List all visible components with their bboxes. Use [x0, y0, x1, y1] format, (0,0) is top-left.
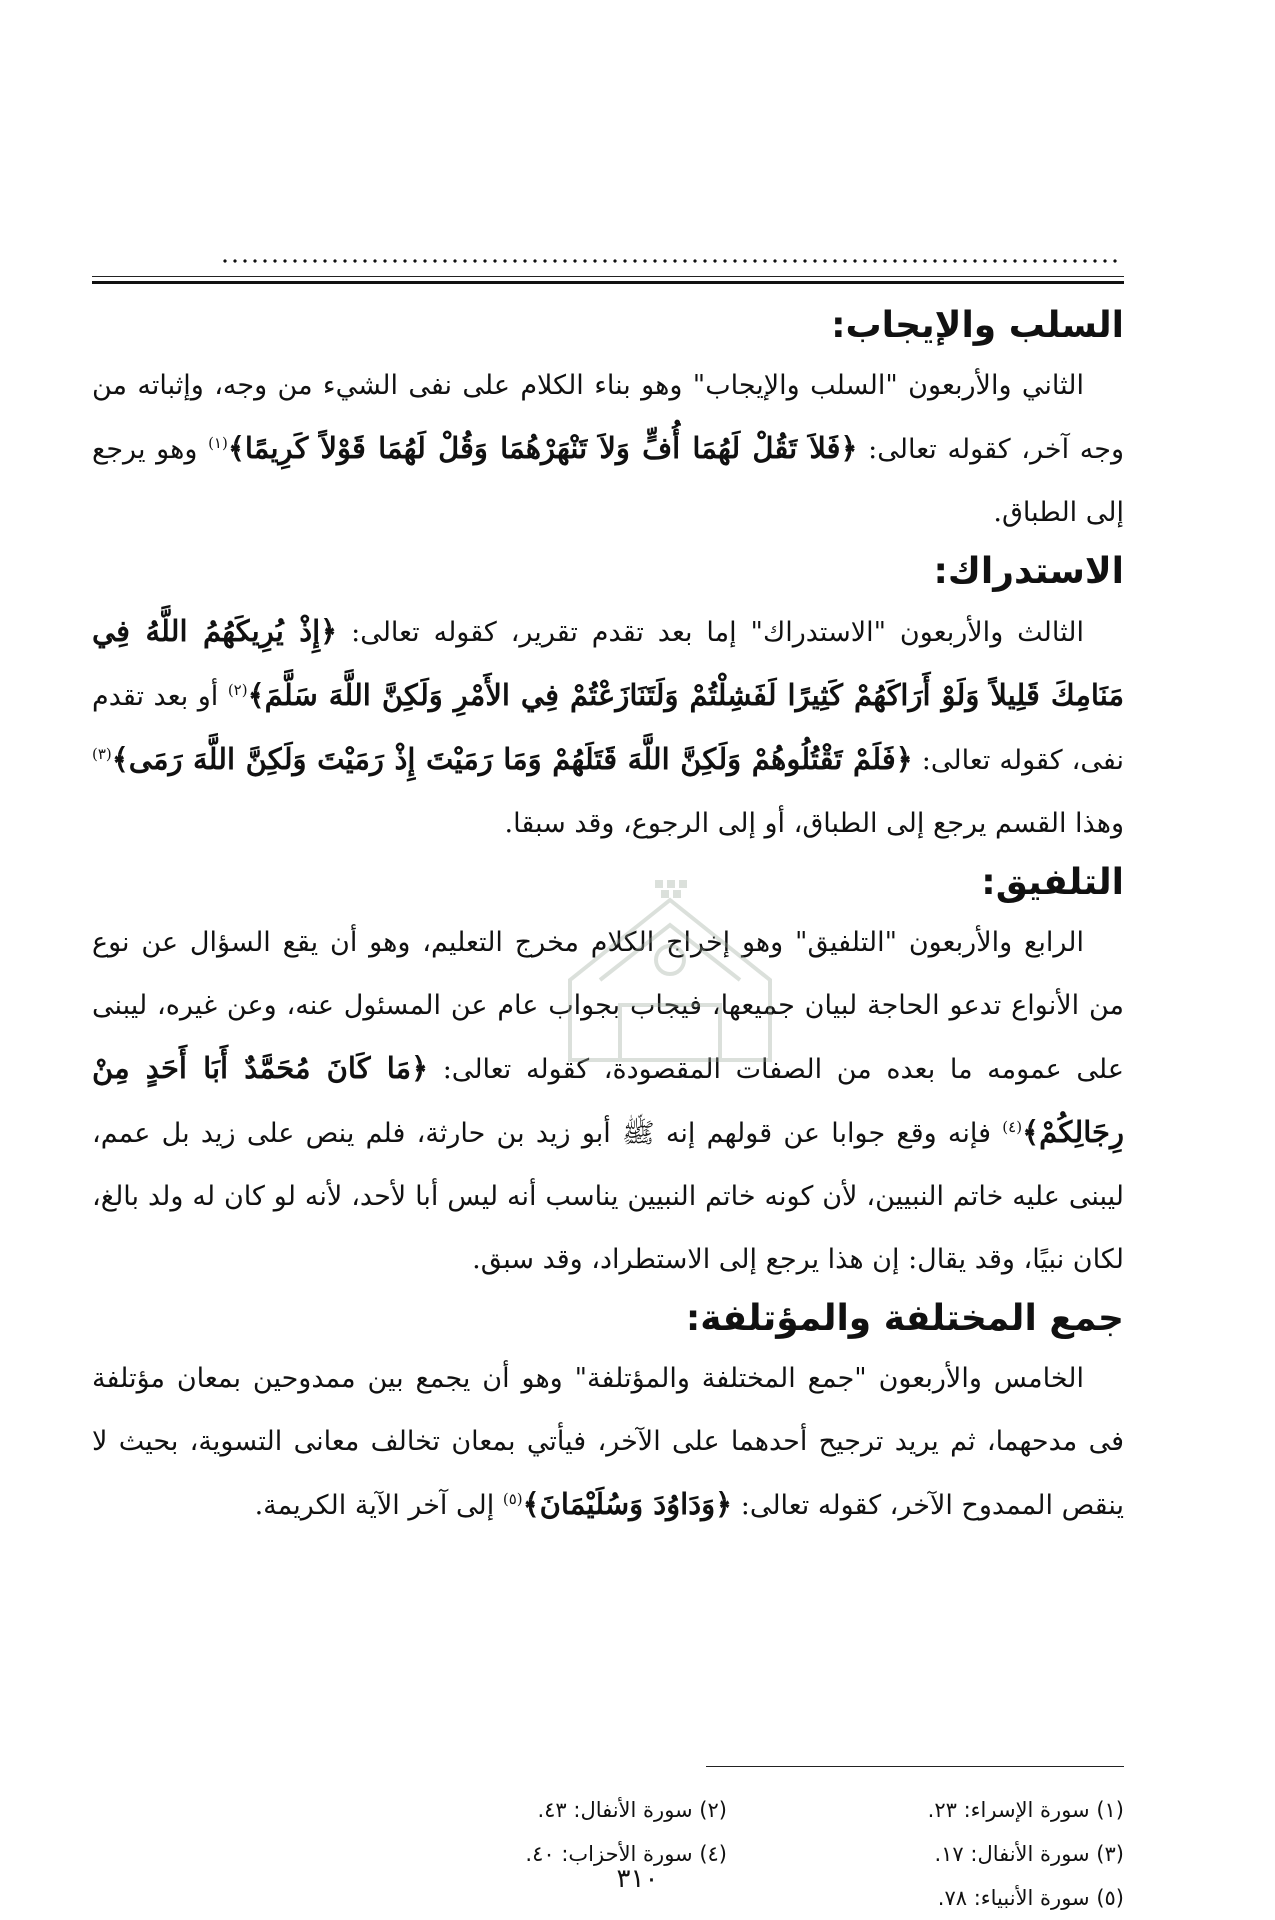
footnote-ref: (٤): [1002, 1118, 1023, 1136]
header-rule-thick: [92, 281, 1124, 284]
footnote-ref: (٣): [92, 745, 112, 763]
footnote-item: (١) سورة الإسراء: ٢٣.: [927, 1798, 1124, 1822]
paragraph-text: الرابع والأربعون "التلفيق" وهو إخراج الكلام مخرج التعليم، وهو أن يقع السؤال عن نوع من الأنواع تدعو الحاجة لبيان جميعها، فيجاب بجواب عام عن المسئول عنه، وعن غيره، ليبنى على عمومه ما بعده من الصفات المقصودة، كقوله تعالى:: [92, 927, 1124, 1085]
footnote-row: [330, 1788, 1124, 1832]
section-heading: السلب والإيجاب:: [831, 305, 1124, 346]
footnote-item: (٣) سورة الأنفال: ١٧.: [934, 1842, 1124, 1866]
footnote-ref: (٥): [502, 1490, 523, 1508]
section-paragraph: [92, 1347, 1124, 1537]
paragraph-text: وهو يرجع إلى الطباق.: [92, 434, 1124, 528]
footnote-item: (٢) سورة الأنفال: ٤٣.: [537, 1798, 727, 1822]
main-text: [92, 298, 1124, 1537]
paragraph-text: فإنه وقع جوابا عن قولهم إنه ﷺ أبو زيد بن حارثة، فلم ينص على زيد بل عمم، ليبنى عليه خاتم النبيين، لأن كونه خاتم النبيين يناسب أنه ليس أبا لأحد، لأنه لو كان له ولد بالغ، لكان نبيًا، وقد يقال: إن هذا يرجع إلى الاستطراد، وقد سبق.: [92, 1118, 1124, 1275]
section-paragraph: [92, 600, 1124, 855]
paragraph-text: وهذا القسم يرجع إلى الطباق، أو إلى الرجوع، وقد سبقا.: [504, 808, 1124, 839]
footnotes: [330, 1788, 1124, 1920]
quran-verse: ﴿فَلَمْ تَقْتُلُوهُمْ وَلَكِنَّ اللَّهَ قَتَلَهُمْ وَمَا رَمَيْتَ إِذْ رَمَيْتَ وَلَكِنَّ اللَّهَ رَمَى﴾: [111, 742, 913, 776]
section-heading: جمع المختلفة والمؤتلفة:: [685, 1298, 1124, 1339]
section-heading: التلفيق:: [981, 862, 1124, 903]
footnote-row: [330, 1876, 1124, 1920]
quran-verse: ﴿فَلاَ تَقُلْ لَهُمَا أُفٍّ وَلاَ تَنْهَرْهُمَا وَقُلْ لَهُمَا قَوْلاً كَرِيمًا﴾: [227, 431, 858, 465]
paragraph-text: أو بعد تقدم نفى، كقوله تعالى:: [92, 681, 1124, 776]
quran-verse: ﴿وَدَاوُدَ وَسُلَيْمَانَ﴾: [522, 1487, 733, 1521]
section-paragraph: [92, 911, 1124, 1291]
page-number: ٣١٠: [616, 1864, 659, 1894]
paragraph-text: إلى آخر الآية الكريمة.: [254, 1490, 503, 1521]
footnote-row: [330, 1832, 1124, 1876]
footnote-item: (٤) سورة الأحزاب: ٤٠.: [525, 1842, 727, 1866]
header-rule-thin: [92, 276, 1124, 277]
paragraph-text: الخامس والأربعون "جمع المختلفة والمؤتلفة" وهو أن يجمع بين ممدوحين بمعان مؤتلفة فى مدحهما، ثم يريد ترجيح أحدهما على الآخر، فيأتي بمعان تخالف معانى التسوية، بحيث لا ينقص الممدوح الآخر، كقوله تعالى:: [92, 1363, 1124, 1521]
footnote-item: (٥) سورة الأنبياء: ٧٨.: [937, 1886, 1124, 1910]
header-dotted-line: [220, 258, 1122, 264]
footnote-ref: (٢): [227, 681, 248, 699]
footnote-ref: (١): [208, 434, 228, 452]
paragraph-text: الثالث والأربعون "الاستدراك" إما بعد تقدم تقرير، كقوله تعالى:: [337, 617, 1084, 648]
footnote-separator: [706, 1766, 1124, 1767]
section-heading: الاستدراك:: [933, 551, 1124, 592]
quran-verse: ﴿مَا كَانَ مُحَمَّدٌ أَبَا أَحَدٍ مِنْ رِجَالِكُمْ﴾: [92, 1051, 1124, 1149]
section-paragraph: [92, 354, 1124, 544]
paragraph-text: الثاني والأربعون "السلب والإيجاب" وهو بناء الكلام على نفى الشيء من وجه، وإثباته من وجه آخر، كقوله تعالى:: [92, 370, 1124, 465]
quran-verse: ﴿إِذْ يُرِيكَهُمُ اللَّهُ فِي مَنَامِكَ قَلِيلاً وَلَوْ أَرَاكَهُمْ كَثِيرًا لَفَشِلْتُمْ وَلَتَنَازَعْتُمْ فِي الأَمْرِ وَلَكِنَّ اللَّهَ سَلَّمَ﴾: [92, 614, 1124, 712]
